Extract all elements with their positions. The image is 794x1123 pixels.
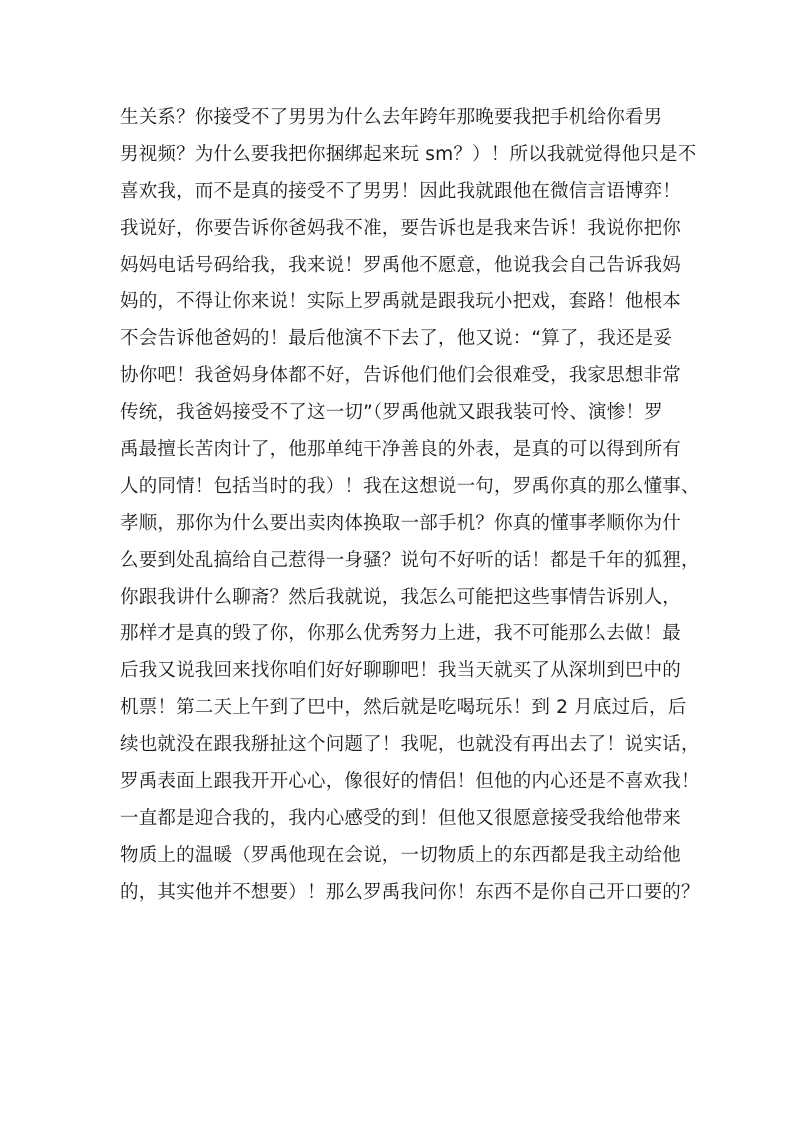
text-line: 不会告诉他爸妈的！最后他演不下去了，他又说：“算了，我还是妥: [120, 328, 673, 350]
text-line: 传统，我爸妈接受不了这一切”（罗禹他就又跟我装可怜、演惨！罗: [120, 402, 663, 424]
text-line: 那样才是真的毁了你，你那么优秀努力上进，我不可能那么去做！最: [120, 623, 682, 645]
text-line: 我说好，你要告诉你爸妈我不准，要告诉也是我来告诉！我说你把你: [120, 217, 682, 239]
text-line: 协你吧！我爸妈身体都不好，告诉他们他们会很难受，我家思想非常: [120, 365, 682, 387]
text-line: 喜欢我，而不是真的接受不了男男！因此我就跟他在微信言语博弈！: [120, 180, 682, 202]
text-line: 的，其实他并不想要）！那么罗禹我问你！东西不是你自己开口要的？: [120, 881, 700, 903]
text-line: 禹最擅长苦肉计了，他那单纯干净善良的外表，是真的可以得到所有: [120, 439, 682, 461]
text-line: 一直都是迎合我的，我内心感受的到！但他又很愿意接受我给他带来: [120, 807, 682, 829]
text-line: 你跟我讲什么聊斋？然后我就说，我怎么可能把这些事情告诉别人，: [120, 586, 682, 608]
text-line: 妈的，不得让你来说！实际上罗禹就是跟我玩小把戏，套路！他根本: [120, 291, 682, 313]
text-line: 么要到处乱搞给自己惹得一身骚？说句不好听的话！都是千年的狐狸，: [120, 549, 700, 571]
text-line: 罗禹表面上跟我开开心心，像很好的情侣！但他的内心还是不喜欢我！: [120, 771, 700, 793]
body-text: [120, 100, 700, 912]
text-line: 续也就没在跟我掰扯这个问题了！我呢，也就没有再出去了！说实话，: [120, 734, 700, 756]
text-line: 妈妈电话号码给我，我来说！罗禹他不愿意，他说我会自己告诉我妈: [120, 254, 682, 276]
text-line: 人的同情！包括当时的我）！我在这想说一句，罗禹你真的那么懂事、: [120, 475, 700, 497]
text-line: 机票！第二天上午到了巴中，然后就是吃喝玩乐！到 2 月底过后，后: [120, 697, 687, 719]
text-line: 孝顺，那你为什么要出卖肉体换取一部手机？你真的懂事孝顺你为什: [120, 512, 682, 534]
text-line: 后我又说我回来找你咱们好好聊聊吧！我当天就买了从深圳到巴中的: [120, 660, 682, 682]
text-line: 生关系？你接受不了男男为什么去年跨年那晚要我把手机给你看男: [120, 107, 663, 128]
text-line: 男视频？为什么要我把你捆绑起来玩 sm？）！所以我就觉得他只是不: [120, 143, 697, 165]
text-line: 物质上的温暖（罗禹他现在会说，一切物质上的东西都是我主动给他: [120, 844, 682, 866]
